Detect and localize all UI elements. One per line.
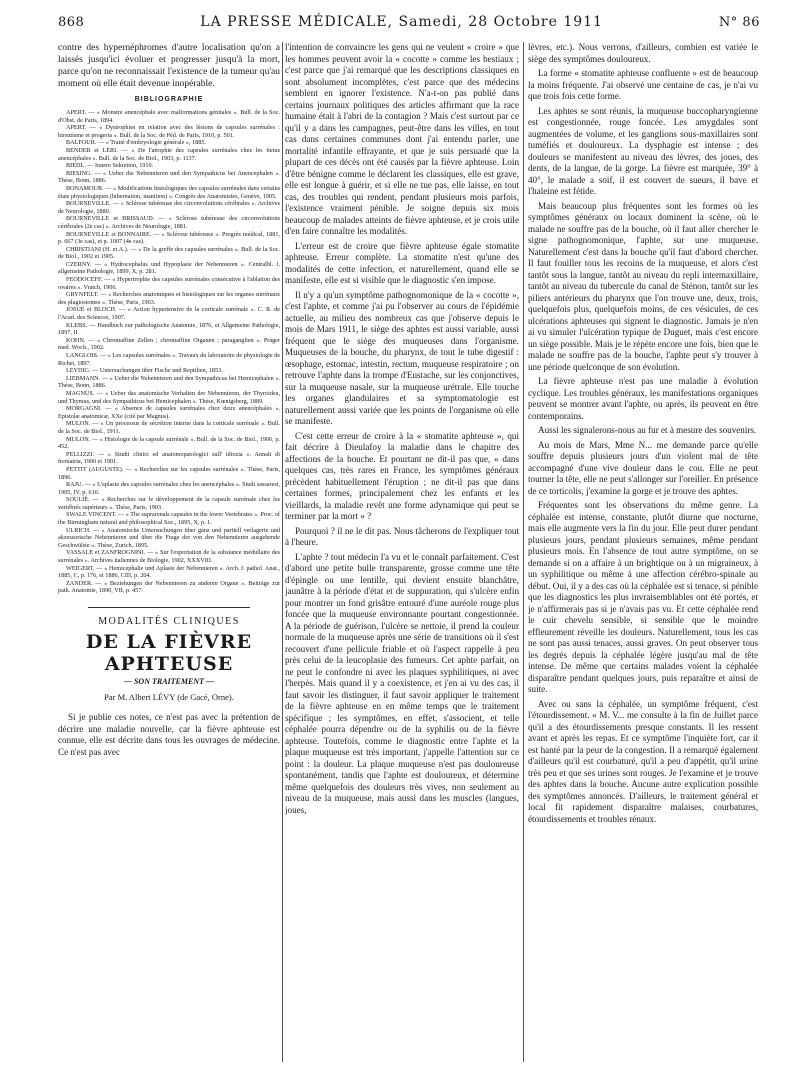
column-right	[528, 42, 758, 1076]
bibliography-entry: KLEBS. — Handbuch zur pathologische Anatomie, 1876, et Allgemeine Pathologie, 1897, II.	[58, 321, 280, 337]
bibliography-entry: BOURNEVILLE et BRISSAUD. — « Sclérose tubéreuse des circonvolutions cérébrales (2e cas) ». Archives de Neurologie, 1881.	[58, 215, 280, 230]
body-paragraph: Pourquoi ? il ne le dit pas. Nous tâcherons de l'expliquer tout à l'heure.	[285, 525, 519, 547]
bibliography-entry: BOURNEVILLE et BONNAIRE. — « Sclérose tubéreuse ». Progrès médical, 1881, p. 667 (3e cas), et p. 1007 (4e cas).	[58, 230, 280, 246]
bibliography-entry: BIEDL. — Innere Sekretion, 1910.	[66, 162, 154, 170]
bibliography-entry: BALFOUR. — « Traité d'embryologie générale », 1885.	[66, 139, 206, 147]
section-divider	[88, 607, 250, 608]
article-author: Par M. Albert LÉVY (de Gacé, Orne).	[104, 692, 234, 702]
issue-number: N° 86	[718, 15, 760, 30]
bibliography-entry: MULON. — « Histologie de la capsule surrénale ». Bull. de la Soc. de Biol., 1906, p. 452.	[58, 435, 280, 451]
bibliography-list	[58, 109, 280, 595]
bibliography-entry: BONAMOUR. — « Modifications histologiques des capsules surrénales dans certains états physiologiques (hibernation, inanition) ». Congrès des Anatomistes, Genève, 1905.	[58, 184, 280, 200]
bibliography-entry: BOURNEVILLE. — « Sclérose tubéreuse des circonvolutions cérébrales ». Archives de Neurologie, 1880.	[58, 200, 280, 215]
intro-paragraph: contre des hypernéphromes d'autre localisation qu'on a laissés jusqu'ici évoluer et progresser jusqu'à la mort, parce qu'on ne reconnaissait l'existence de la tumeur qu'au moment où elle était devenue inopérable.	[58, 43, 280, 89]
bibliography-entry: CHRISTIANI (H. et A.). — « De la greffe des capsules surrénales ». Bull. de la Soc. de Biol., 1902 et 1905.	[58, 245, 280, 261]
bibliography-entry: PETTIT (AUGUSTE). — « Recherches sur les capsules surrénales ». Thèse, Paris, 1896.	[58, 465, 280, 481]
bibliography-entry: MORGAGNI. — « Absence de capsules surrénales chez deux anencéphales ». Epistolæ anatomicæ, XXe (cité par Magnus).	[58, 405, 280, 420]
body-paragraph: La fièvre aphteuse n'est pas une maladie à évolution cyclique. Les troubles généraux, les manifestations organiques peuvent se montrer avant l'aphte, ou après, ils peuvent en être contemporains.	[528, 376, 758, 421]
body-paragraph: L'erreur est de croire que fièvre aphteuse égale stomatite aphteuse. Erreur complète. La stomatite n'est qu'une des modalités de cette infection, et naturellement, quand elle se manifeste, elle est si visible que le diagnostic s'en impose.	[285, 240, 519, 285]
body-paragraph: l'intention de convaincre les gens qui ne veulent « croire » que les hommes peuvent avoir la « cocotte » comme les bestiaux ; c'est parce que j'ai remarqué que les descriptions classiques en sont absolument incomplètes, c'est parce que des médecins semblent en ignorer l'existence. N'a-t-on pas publié dans certains journaux politiques des articles affirmant que la race humaine était à l'abri de la contagion ? Mais c'est surtout par ce qu'il y a dans les campagnes, peut-être dans les villes, en tout cas dans certaines communes dont j'ai entendu parler, une mortalité infantile effrayante, et que je suis persuadé que la plupart de ces décès ont été causés par la fièvre aphteuse. Loin d'être bénigne comme le déclarent les classiques, elle est grave, elle est longue à guérir, et si elle ne tue pas, elle laisse, en tout cas, des troubles qui rendent, pendant plusieurs mois parfois, l'existence vraiment pénible. Je soigne depuis six mois beaucoup de malades atteints de fièvre aphteuse, et je crois utile d'en faire connaître les modalités.	[285, 42, 519, 236]
bibliography-entry: BIESING. — « Ueber die Nebennieren und den Sympathicus bei Anencephalen ». Thèse, Bonn, 1886.	[58, 169, 280, 185]
bibliography-entry: LIEBMANN. — « Ueber die Nebennieren und den Sympathicus bei Hemicephalen ». Thèse, Bonn, 1886.	[58, 374, 280, 390]
body-paragraph: Fréquentes sont les observations du même genre. La céphalée est intense, constante, plutôt diurne que nocturne, mais elle augmente vers la fin du jour. Elle peut durer pendant plusieurs jours, pendant plusieurs semaines, même pendant plusieurs mois. En l'absence de tout autre symptôme, on se demande si on a affaire à un brightique ou à un migraineux, à un syphilitique ou même à une affection cérébro-spinale au début. Oui, il y a des cas où la céphalée est si tenace, si pénible que les diagnostics les plus invraisemblables ont été portés, et je n'affirmerais pas si je n'avais pas vu. Et cette céphalée rend le cuir chevelu sensible, si sensible que le moindre effleurement réveille les douleurs. Naturellement, tous les cas ne sont pas aussi tenaces, aussi graves. On peut observer tous les degrés depuis la céphalée légère jusqu'au mal de tête intense. De même que certains malades voient la céphalée disparaître pendant quelques jours, puis reparaître et ainsi de suite.	[528, 500, 758, 694]
bibliography-entry: GRYNFELT. — « Recherches anatomiques et histologiques sur les organes surrénaux des plagiostomes ». Thèse, Paris, 1903.	[58, 291, 280, 306]
page-number: 868	[58, 15, 85, 30]
bibliography-entry: RAJU. — « L'aplasie des capsules surrénales chez les anencéphales ». Studi sassaresi, 1905, IV, p. 610.	[58, 481, 280, 496]
bibliography-entry: JOSUÉ et BLOCH. — « Action hypertensive de la corticale surrénale ». C. R. de l'Acad. des Sciences, 1907.	[58, 306, 280, 322]
body-paragraph: Mais beaucoup plus fréquentes sont les formes où les symptômes généraux ou locaux dominent la scène, où le malade ne souffre pas de la bouche, où il faut aller chercher le signe pathognomonique, l'aphte, sur une muqueuse. Naturellement c'est dans la bouche qu'il faut d'abord chercher. Il faut fouiller tous les recoins de la muqueuse, et alors c'est tantôt sous la langue, tantôt au niveau du repli intermaxillaire, tantôt au niveau du tubercule du canal de Sténon, tantôt sur les piliers antérieurs du pharynx que l'on trouve une, deux, trois, quelquefois plus, quelquefois moins, de ces vésicules, de ces ulcérations aphteuses qui signent le diagnostic. Jamais je n'en ai vu simuler l'ulcération typique de Duguet, mais c'est encore un siège possible. Mais je le répète encore une fois, bien que le malade ne souffre pas de la bouche, l'aphte peut s'y trouver à une période quelconque de son évolution.	[528, 200, 758, 372]
body-paragraph: C'est cette erreur de croire à la « stomatite aphteuse », qui fait décrire à Dieulafoy la maladie dans le chapitre des affections de la bouche. Et pourtant ne dit-il pas que, « dans quelques cas, très rares en France, les symptômes généraux précèdent habituellement l'éruption ; ne dit-il pas que dans certaines formes, principalement chez les enfants et les vieillards, la maladie revêt une forme adynamique qui peut se terminer par la mort » ?	[285, 430, 519, 521]
body-paragraph: L'aphte ? tout médecin l'a vu et le connaît parfaitement. C'est d'abord une petite bulle transparente, grosse comme une tête d'épingle ou une lentille, qui devient ensuite blanchâtre, jaunâtre à la période d'état et de suppuration, qui s'ulcère enfin pour montrer un fond grisâtre entouré d'une auréole rouge plus foncée que la muqueuse environnante pourtant congestionnée. A la période de guérison, l'ulcère se nettoie, il prend la couleur normale de la muqueuse après une série de transitions où il s'est recouvert d'une pellicule friable et où l'aspect rappelle à peu près celui de la leucoplasie des fumeurs. Cet aphte parfait, on ne peut le confondre ni avec les plaques syphilitiques, ni avec l'herpès. Mais quand il y a coexistence, et j'en ai vu des cas, il faut savoir les distinguer, il faut savoir appliquer le traitement de la fièvre aphteuse en en même temps que le traitement spécifique ; les symptômes, en effet, s'associent, et telle céphalée pourra dépendre ou de la syphilis ou de la fièvre aphteuse. Toutefois, comme le diagnostic entre l'aphte et la plaque muqueuse est très important, j'appelle l'attention sur ce point : la douleur. La plaque muqueuse n'est pas douloureuse spontanément, tandis que l'aphte est douloureux, et détermine même quelquefois des douleurs très vives, non seulement au niveau de la muqueuse, mais aussi dans les muscles (langues, joues,	[285, 551, 519, 815]
body-paragraph: Les aphtes se sont réunis, la muqueuse buccopharyngienne est congestionnée, rouge foncée. Les amygdales sont augmentées de volume, et les ganglions sous-maxillaires sont tuméfiés et douloureux. La dysphagie est intense ; des douleurs se manifestent au niveau des lèvres, des joues, des dents, de la langue, de la gorge. La fièvre est marquée, 39° à 40°, le malade a soif, il est couvert de sueurs, il bave et l'haleine est fétide.	[528, 105, 758, 196]
column-left	[58, 42, 280, 1076]
bibliography-entry: CZERNY. — « Hydrocephalus und Hypoplasie der Nebennieren ». Centralbl. f. allgemeine Pathologie, 1899, X, p. 281.	[58, 260, 280, 276]
bibliography-entry: SWALE VINCENT. — « The suprarenals capsules in the lower Vertebrates ». Proc. of the Birmingham natural and philosophical Soc., 1895, X, p. 1.	[58, 511, 280, 527]
body-paragraph: Si je publie ces notes, ce n'est pas avec la prétention de décrire une maladie nouvelle, car la fièvre aphteuse est connue, elle est décrite dans tous les ouvrages de médecine. Ce n'est pas avec	[58, 712, 280, 757]
bibliography-entry: SOULIÉ. — « Recherches sur le développement de la capsule surrénale chez les vertébrés supérieurs ». Thèse, Paris, 1903.	[58, 496, 280, 511]
bibliography-entry: LANGLOIS. — « Les capsules surrénales ». Travaux du laboratoire de physiologie de Richet, 1897.	[58, 352, 280, 367]
body-paragraph: La forme « stomatite aphteuse confluente » est de beaucoup la moins fréquente. J'ai observé une centaine de cas, je n'ai vu que trois fois cette forme.	[528, 68, 758, 101]
column-divider	[282, 42, 283, 1062]
article-subtitle: — SON TRAITEMENT —	[123, 677, 214, 686]
bibliography-entry: APERT. — « Dystrophies en relation avec des lésions de capsules surrénales : hirsutisme et progeria ». Bull. de la Soc. de Péd. de Paris, 1910, p. 501.	[58, 124, 280, 139]
body-paragraph: Avec ou sans la céphalée, un symptôme fréquent, c'est l'étourdissement. « M. V... me consulte à la fin de Juillet parce qu'il a des étourdissements presque constants. Il les ressent avant et après les repas. Et ce symptôme l'inquiète fort, car il est hanté par la peur de la congestion. Il a remarqué également d'ailleurs qu'il est courbaturé, qu'il a peu d'appétit, qu'il urine très peu et que ses urines sont rouges. Je l'examine et je trouve des aphtes dans la bouche. Aucune autre explication possible des symptômes annoncés. D'ailleurs, le traitement général et local fit rapidement disparaître malaises, courbatures, étourdissements et troubles rénaux.	[528, 698, 758, 824]
body-paragraph: Au mois de Mars, Mme N... me demande parce qu'elle souffre depuis plusieurs jours d'un violent mal de tête accompagné d'une vive douleur dans le cou. Elle ne peut tourner la tête, elle ne peut s'allonger sur l'oreiller. En présence de ce torticolis, j'examine la gorge et je trouve des aphtes.	[528, 439, 758, 496]
section-kicker: MODALITÉS CLINIQUES	[98, 616, 240, 627]
body-paragraph: Il n'y a qu'un symptôme pathognomonique de la « cocotte », c'est l'aphte, et comme j'ai pu l'observer au cours de l'épidémie actuelle, au milieu des nombreux cas que j'observe depuis le mois de Mars 1911, le siège des aphtes est aussi variable, aussi fréquent que le siège des muqueuses dans l'organisme. Muqueuses de la bouche, du pharynx, de tout le tube digestif : œsophage, estomac, intestin, rectum, muqueuse respiratoire ; on retrouve l'aphte dans la trompe d'Eustache, sur les conjonctives, sur la muqueuse nasale, sur la muqueuse urétrale. Elle touche les organes glandulaires et sa symptomatologie est naturellement aussi variée que les points de l'organisme où elle se manifeste.	[285, 289, 519, 426]
bibliography-entry: FEODOCEFF. — « Hypertrophie des capsules surrénales consécutive à l'ablation des ovaires ». Vratch, 1906.	[58, 276, 280, 291]
column-divider	[523, 42, 524, 1062]
article-title: DE LA FIÈVRE APHTEUSE	[85, 631, 253, 675]
body-paragraph: Aussi les signalerons-nous au fur et à mesure des souvenirs.	[538, 425, 757, 435]
bibliography-entry: MAGNUS. — « Ueber das anatomische Verhalten der Nebennieren, der Thyroidea, und Thymus, und des Sympathicus bei Hemicephalen ». Thèse, Kœnigsberg, 1889.	[58, 389, 280, 405]
bibliography-entry: ULRICH. — « Anatomische Untersuchungen über ganz und partiell verlagerte und akzessorische Nebennieren und über die Frage der von den Nebennieren ausgehende Geschwülste ». Thèse, Zurich, 1895.	[58, 526, 280, 549]
bibliography-entry: KOHN. — « Chromaffine Zellen ; chromaffine Organen ; paraganglien ». Prager med. Woch., 1902.	[58, 336, 280, 352]
bibliography-entry: WEIGERT. — « Hemicephalie und Aplasie der Nebennieren ». Arch. f. pathol. Anat., 1885, C, p. 176, et 1886, CIII, p. 204.	[58, 564, 280, 580]
page-header	[58, 14, 760, 36]
bibliography-heading: BIBLIOGRAPHIE	[134, 96, 204, 103]
journal-title: LA PRESSE MÉDICALE, Samedi, 28 Octobre 1911	[200, 14, 603, 30]
body-paragraph: lèvres, etc.). Nous verrons, d'ailleurs, combien est variée le siège des symptômes douloureux.	[528, 42, 758, 64]
bibliography-entry: APERT. — « Monstre anencéphale avec malformations génitales ». Bull. de la Soc. d'Obst. de Paris, 1894.	[58, 109, 280, 124]
bibliography-entry: PELLIZZI. — « Studii clinici ed anatomopatologici sull' idiozia ». Annali di freniatria, 1900 et 1901.	[58, 450, 280, 466]
bibliography-entry: VASSALE et ZANFROGNINI. — « Sur l'exportation de la substance médullaire des surrénales ». Archives italiennes de Biologie, 1902, XXXVIII.	[58, 549, 280, 565]
column-middle	[285, 42, 519, 1076]
bibliography-entry: MULON. — « Un processus de sécrétion interne dans la corticale surrénale ». Bull. de la Soc. de Biol., 1911.	[58, 420, 280, 435]
bibliography-entry: BENDER et LÉRI. — « De l'atrophie des capsules surrénales chez les fœtus anencéphales ». Bull. de la Soc. de Biol., 1903, p. 1137.	[58, 146, 280, 162]
bibliography-entry: ZANDER. — « Beziehungen der Nebennieren zu anderen Organe ». Beiträge zur path. Anatomie, 1890, VII, p. 457.	[58, 579, 280, 595]
bibliography-entry: LEYDIG. — Untersuchungen über Fische und Reptilien, 1853.	[66, 367, 223, 375]
